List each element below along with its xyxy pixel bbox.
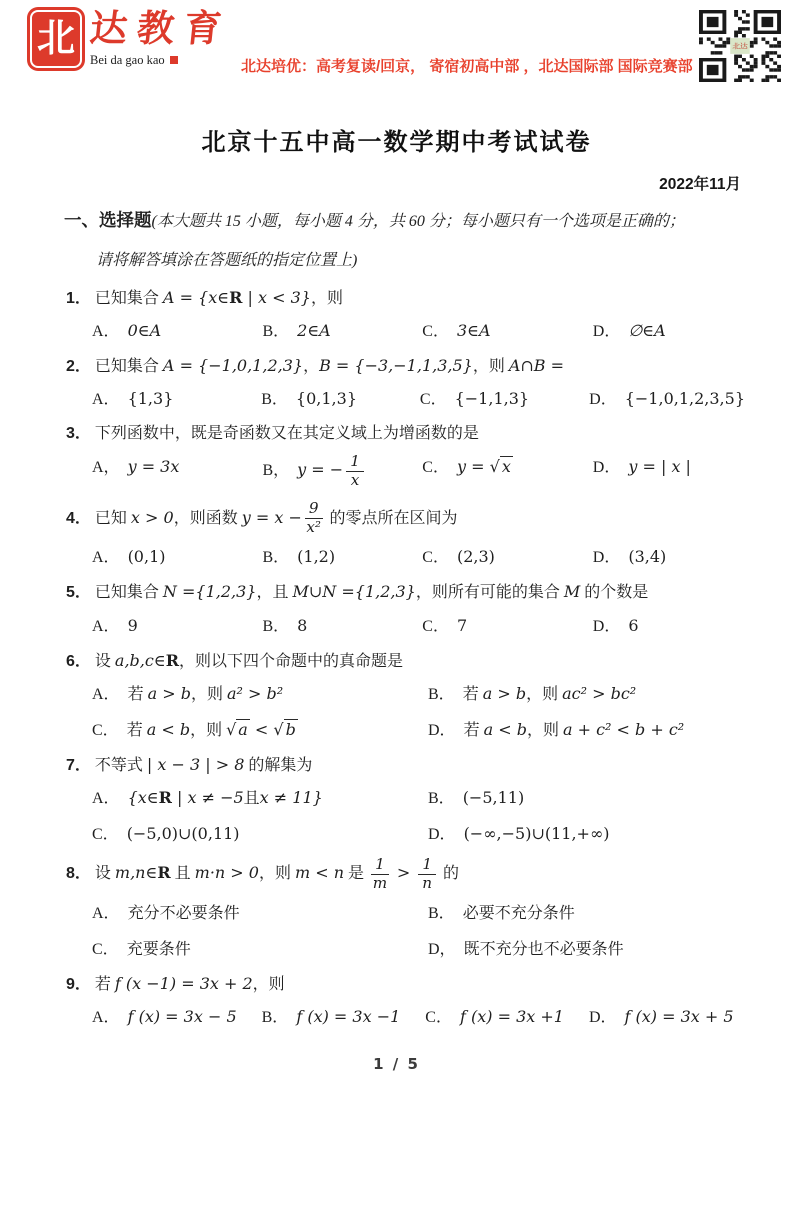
option-d: D． {−1,0,1,2,3,5} — [589, 389, 745, 409]
brand-pinyin: Bei da gao kao — [90, 53, 231, 68]
option-a: A． 9 — [92, 615, 138, 635]
question-options — [66, 386, 745, 409]
option-a: A． {1,3} — [92, 389, 174, 409]
option-d: D． (−∞,−5)∪(11,+∞) — [428, 823, 610, 843]
question-7 — [66, 753, 745, 844]
option-b: B． (1,2) — [262, 547, 336, 567]
section-description-line2: 请将解答填涂在答题纸的指定位置上) — [96, 252, 358, 269]
option-c: C． 若 a < b，则 √ a < √ b — [92, 719, 296, 739]
page-number: 1 / 5 — [373, 1055, 420, 1074]
option-c: C． 7 — [422, 615, 468, 635]
question-options — [66, 1004, 745, 1027]
brand-logo — [30, 9, 234, 68]
question-options — [66, 785, 745, 844]
question-4 — [66, 501, 745, 567]
qr-code — [699, 10, 781, 82]
option-c: C． 3∈A — [422, 321, 491, 341]
option-b: B． 若 a > b，则 ac² > bc² — [428, 683, 637, 703]
option-d: D， 既不充分也不必要条件 — [428, 940, 624, 958]
option-b: B． (−5,11) — [428, 787, 525, 807]
question-stem: 6． 设 a,b,c∈R，则以下四个命题中的真命题是 — [66, 650, 403, 670]
section-heading — [0, 207, 793, 270]
question-options — [66, 544, 745, 567]
question-stem: 3． 下列函数中，既是奇函数又在其定义域上为增函数的是 — [66, 425, 479, 443]
question-stem: 9． 若 f (x −1) = 3x + 2，则 — [66, 973, 285, 993]
option-d: D． 若 a < b，则 a + c² < b + c² — [428, 719, 685, 739]
question-stem: 8． 设 m,n∈R 且 m·n > 0，则 m < n 是 $\frac{1}{m}$ > $\frac{1}{n}$ 的 — [66, 854, 459, 892]
option-c: C． 充要条件 — [92, 940, 191, 958]
option-a: A． (0,1) — [92, 547, 166, 567]
option-a: A． 0∈A — [92, 321, 162, 341]
question-stem: 1． 已知集合 A = {x∈R | x < 3}，则 — [66, 288, 343, 307]
option-c: C． f (x) = 3x +1 — [425, 1007, 564, 1027]
option-d: D． ∅∈A — [592, 321, 666, 341]
question-6 — [66, 649, 745, 740]
question-3 — [66, 422, 745, 488]
question-1 — [66, 286, 745, 341]
section-description-line1: (本大题共 15 小题，每小题 4 分，共 60 分；每小题只有一个选项是正确的； — [151, 213, 685, 230]
exam-date: 2022年11月 — [659, 176, 741, 193]
option-c: C． (−5,0)∪(0,11) — [92, 823, 240, 843]
question-9 — [66, 972, 745, 1027]
page-header — [0, 0, 793, 82]
option-b: B． 8 — [262, 615, 308, 635]
question-stem: 7． 不等式 | x − 3 | > 8 的解集为 — [66, 754, 313, 774]
question-options — [66, 613, 745, 636]
question-stem: 5． 已知集合 N ={1,2,3}，且 M∪N ={1,2,3}，则所有可能的集合 M 的个数是 — [66, 582, 649, 602]
question-stem: 4． 已知 x > 0，则函数 y = x − $\frac{9}{\text{x²}}$ 的零点所在区间为 — [66, 499, 458, 537]
brand-name: 达教育 — [87, 9, 234, 50]
question-options — [66, 451, 745, 489]
brand-logo-text — [87, 9, 234, 68]
option-d: D． 6 — [592, 615, 639, 635]
option-d: D． (3,4) — [592, 547, 667, 567]
option-a: A， y = 3x — [92, 456, 180, 476]
question-2 — [66, 354, 745, 409]
option-a: A． f (x) = 3x − 5 — [92, 1007, 237, 1027]
question-options — [66, 681, 745, 740]
option-c: C． {−1,1,3} — [419, 389, 530, 409]
question-options — [66, 318, 745, 341]
question-options — [66, 900, 745, 959]
option-a: A． 若 a > b，则 a² > b² — [92, 683, 284, 703]
option-b: B． f (x) = 3x −1 — [261, 1007, 401, 1027]
option-b: B， y = − $\frac{1}{x}$ — [262, 454, 422, 489]
brand-seal-icon: 北 — [30, 10, 82, 68]
brand-tagline: 北达培优：高考复读/回京， 寄宿初高中部 ，北达国际部 国际竞赛部 — [241, 58, 693, 75]
option-c: C． y = √ x — [422, 456, 511, 476]
question-stem: 2． 已知集合 A = {−1,0,1,2,3}，B = {−3,−1,1,3,5}，则 A∩B = — [66, 356, 565, 376]
question-8 — [66, 854, 745, 959]
option-b: B． 必要不充分条件 — [428, 904, 575, 922]
option-b: B． 2∈A — [262, 321, 331, 341]
option-a: A． {x∈R | x ≠ −5且x ≠ 11} — [92, 787, 323, 807]
option-b: B． {0,1,3} — [261, 389, 357, 409]
exam-title: 北京十五中高一数学期中考试试卷 — [201, 129, 592, 156]
section-number-name: 一、选择题 — [64, 210, 152, 230]
option-c: C． (2,3) — [422, 547, 495, 567]
option-d: D． y = | x | — [592, 456, 691, 476]
red-square-icon — [170, 56, 178, 64]
exam-body — [0, 270, 793, 1027]
option-a: A． 充分不必要条件 — [92, 904, 240, 922]
question-5 — [66, 580, 745, 635]
option-d: D． f (x) = 3x + 5 — [588, 1007, 734, 1027]
svg-text:北达: 北达 — [731, 41, 748, 51]
